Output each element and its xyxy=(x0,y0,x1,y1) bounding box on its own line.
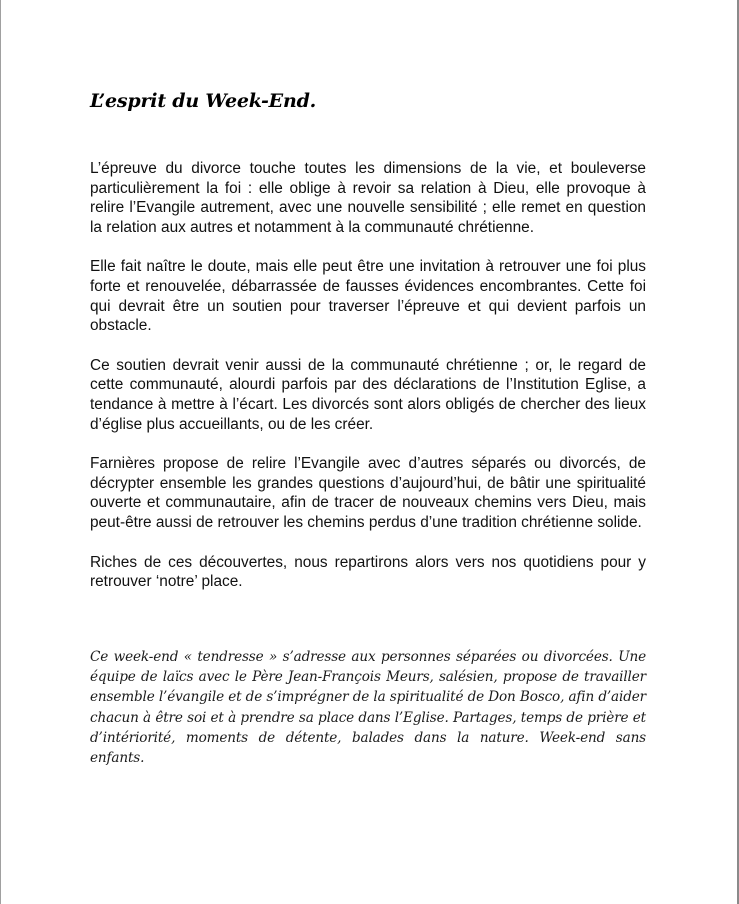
paragraph-closing: Riches de ces découvertes, nous repartirons alors vers nos quotidiens pour y retrouver ‘notre’ place. xyxy=(90,553,646,591)
page-content xyxy=(90,84,646,768)
document-title: L’esprit du Week-End. xyxy=(90,90,317,112)
weekend-description-note: Ce week-end « tendresse » s’adresse aux personnes séparées ou divorcées. Une équipe de laïcs avec le Père Jean-François Meurs, salésien, propose de travailler ensemble l’évangile et de s’imprégner de la spiritualité de Don Bosco, afin d’aider chacun à être soi et à prendre sa place dans l’Eglise. Partages, temps de prière et d’intériorité, moments de détente, balades dans la nature. Week-end sans enfants. xyxy=(90,648,646,767)
paragraph-farnieres-proposal: Farnières propose de relire l’Evangile avec d’autres séparés ou divorcés, de décrypter ensemble les grandes questions d’aujourd’hui, de bâtir une spiritualité ouverte et communautaire, afin de tracer de nouveaux chemins vers Dieu, mais peut-être aussi de retrouver les chemins perdus d’une tradition chrétienne solide. xyxy=(90,455,646,531)
paragraph-christian-community: Ce soutien devrait venir aussi de la communauté chrétienne ; or, le regard de cette communauté, alourdi parfois par des déclarations de l’Institution Eglise, a tendance à mettre à l’écart. Les divorcés sont alors obligés de chercher des lieux d’église plus accueillants, ou de les créer. xyxy=(90,356,646,433)
paragraph-divorce-trial: L’épreuve du divorce touche toutes les dimensions de la vie, et bouleverse particulièrement la foi : elle oblige à revoir sa relation à Dieu, elle provoque à relire l’Evangile autrement, avec une nouvelle sensibilité ; elle remet en question la relation aux autres et notamment à la communauté chrétienne. xyxy=(90,160,646,236)
paragraph-doubt-and-faith: Elle fait naître le doute, mais elle peut être une invitation à retrouver une foi plus forte et renouvelée, débarrassée de fausses évidences encombrantes. Cette foi qui devrait être un soutien pour traverser l’épreuve et qui devient parfois un obstacle. xyxy=(90,258,646,335)
